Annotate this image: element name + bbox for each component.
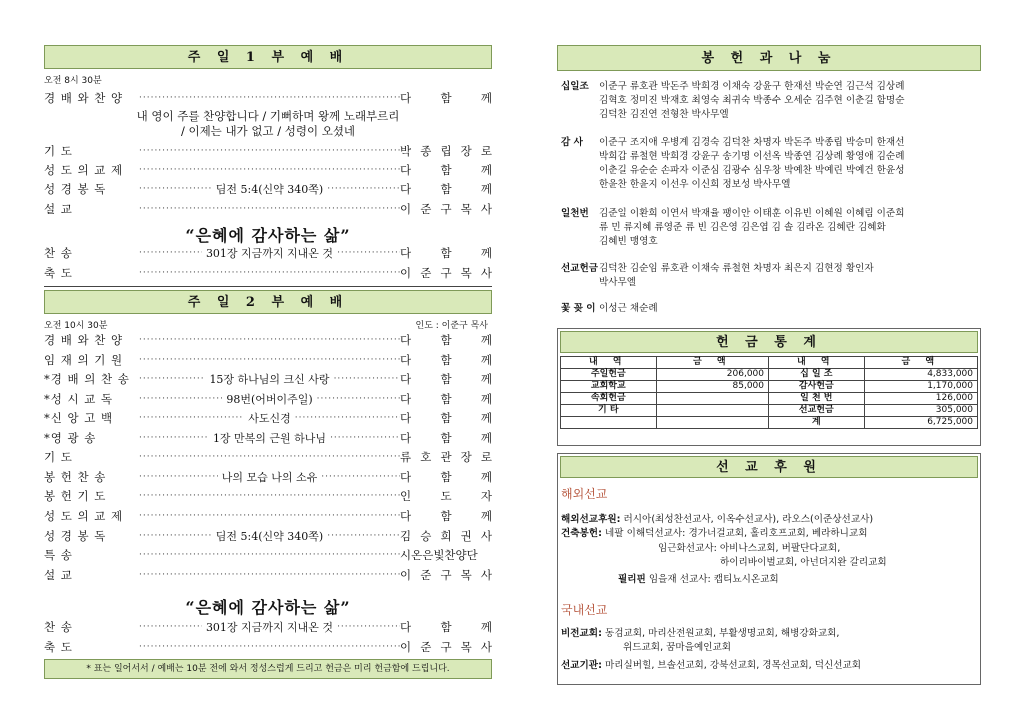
mission-text: 마리실버힐, 브솔선교회, 강북선교회, 경목선교회, 덕신선교회 <box>604 660 862 671</box>
finance-cell: 선교헌금 <box>769 405 865 417</box>
order-person: 다 함 께 <box>400 181 492 196</box>
order-person: 다 함 께 <box>400 469 492 484</box>
order-row <box>44 545 492 564</box>
finance-cell: 감사헌금 <box>769 381 865 393</box>
dot-leader <box>337 248 400 258</box>
mission-header: 선 교 후 원 <box>560 456 978 478</box>
mission-text: 위드교회, 꿈마을예인교회 <box>623 642 732 653</box>
offering-group <box>561 80 979 122</box>
offering-names-line: 한윤찬 한윤지 이선우 이신희 정보성 박사무엘 <box>599 179 791 190</box>
mission-text: 임을재 선교사: 캡티뇨시온교회 <box>648 574 779 585</box>
dot-leader <box>334 374 400 384</box>
service1-hymn-line2: / 이제는 내가 없고 / 성령이 오셨네 <box>180 124 356 138</box>
service1-hymn-line1: 내 영이 주를 찬양합니다 / 기뻐하며 왕께 노래부르리 <box>136 109 400 123</box>
order-leader-line <box>139 491 400 501</box>
order-person: 다 함 께 <box>400 391 492 406</box>
dot-leader <box>139 531 212 541</box>
finance-cell: 일 천 번 <box>769 393 865 405</box>
order-detail: 나의 모습 나의 소유 <box>221 470 318 484</box>
order-label: 찬 송 <box>44 245 73 260</box>
order-label: 봉 헌 기 도 <box>44 488 107 503</box>
order-row <box>44 179 492 198</box>
order-row <box>44 160 492 179</box>
offering-names-line: 류 민 류지혜 류영준 류 빈 김은영 김은엽 김 솔 김라온 김혜란 김혜화 <box>599 222 886 233</box>
order-label: 축 도 <box>44 639 73 654</box>
order-row <box>44 486 492 505</box>
order-person: 다 함 께 <box>400 619 492 634</box>
service1-header: 주 일 1 부 예 배 <box>44 45 492 69</box>
order-label: 설 교 <box>44 201 73 216</box>
dot-leader <box>330 433 400 443</box>
dot-leader <box>139 165 400 175</box>
order-detail: 딤전 5:4(신약 340쪽) <box>215 529 324 543</box>
order-label: 봉 헌 찬 송 <box>44 469 107 484</box>
finance-row <box>561 393 978 405</box>
order-person: 이 준 구 목 사 <box>400 265 492 280</box>
order-person: 이 준 구 목 사 <box>400 639 492 654</box>
mission-line <box>561 527 867 541</box>
order-person: 다 함 께 <box>400 332 492 347</box>
divider <box>44 286 492 287</box>
order-label: 설 교 <box>44 567 73 582</box>
order-row <box>44 369 492 388</box>
offering-type: 선교헌금 <box>561 263 599 274</box>
order-row <box>44 526 492 545</box>
finance-cell: 4,833,000 <box>864 369 977 381</box>
mission-line <box>720 556 887 570</box>
finance-column-header: 내 역 <box>561 357 657 369</box>
order-detail: 15장 하나님의 크신 사랑 <box>209 372 330 386</box>
finance-row <box>561 369 978 381</box>
dot-leader <box>139 642 400 652</box>
order-leader-line <box>139 391 400 407</box>
order-row <box>44 408 492 427</box>
order-leader-line <box>139 181 400 197</box>
offering-names-line: 김덕찬 김순임 류호관 이채숙 류철현 차명자 최은지 김현정 황인자 <box>599 263 874 274</box>
order-person: 다 함 께 <box>400 508 492 523</box>
order-row <box>44 447 492 466</box>
mission-key: 비전교회: <box>561 628 602 639</box>
order-person: 다 함 께 <box>400 90 492 105</box>
order-person: 시온은빛찬양단 <box>400 547 478 562</box>
offering-header: 봉 헌 과 나 눔 <box>557 45 981 71</box>
order-row <box>44 88 492 107</box>
offering-names-line: 이준구 조지애 우병계 김경숙 김덕찬 차명자 박돈주 박종립 박승미 한재선 <box>599 137 905 148</box>
finance-cell: 주일헌금 <box>561 369 657 381</box>
order-label: 찬 송 <box>44 619 73 634</box>
offering-names <box>599 136 979 192</box>
dot-leader <box>295 413 400 423</box>
order-label: 기 도 <box>44 143 73 158</box>
offering-names-line: 김혁호 정미진 박재호 최영숙 최귀숙 박종수 오세순 김주현 이춘길 함명순 <box>599 95 905 106</box>
order-row <box>44 350 492 369</box>
finance-cell <box>656 417 768 429</box>
order-label: 성 도 의 교 제 <box>44 162 124 177</box>
order-leader-line <box>139 550 400 560</box>
mission-line <box>658 542 840 556</box>
finance-cell: 계 <box>769 417 865 429</box>
order-label: 축 도 <box>44 265 73 280</box>
order-label: 경 배 와 찬 양 <box>44 90 124 105</box>
offering-names-line: 이준구 류호관 박돈주 박희경 이채숙 강윤구 한재선 박순연 김근석 김상례 <box>599 81 905 92</box>
order-leader-line <box>139 268 400 278</box>
dot-leader <box>139 433 209 443</box>
offering-names-line: 김혜빈 맹영호 <box>599 236 658 247</box>
order-leader-line <box>139 570 400 580</box>
dot-leader <box>139 622 202 632</box>
order-leader-line <box>139 355 400 365</box>
offering-names-line: 김덕찬 김진연 전형찬 박사무엘 <box>599 109 729 120</box>
order-leader-line <box>139 410 400 426</box>
dot-leader <box>139 394 222 404</box>
order-row <box>44 467 492 486</box>
dot-leader <box>139 452 400 462</box>
order-person: 박 종 립 장 로 <box>400 143 492 158</box>
order-leader-line <box>139 619 400 635</box>
offering-names-line: 이성근 채순례 <box>599 303 658 314</box>
order-leader-line <box>139 335 400 345</box>
order-leader-line <box>139 245 400 261</box>
order-label: 특 송 <box>44 547 73 562</box>
order-leader-line <box>139 204 400 214</box>
dot-leader <box>321 472 400 482</box>
order-detail: 1장 만복의 근원 하나님 <box>212 431 327 445</box>
order-person: 다 함 께 <box>400 245 492 260</box>
order-row <box>44 506 492 525</box>
dot-leader <box>327 184 400 194</box>
finance-cell: 교회학교 <box>561 381 657 393</box>
mission-text: 하이리바이벌교회, 아넌더지완 갈리교회 <box>720 557 887 568</box>
finance-cell: 기 타 <box>561 405 657 417</box>
order-leader-line <box>139 93 400 103</box>
finance-column-header: 금 액 <box>864 357 977 369</box>
finance-cell: 십 일 조 <box>769 369 865 381</box>
order-person: 이 준 구 목 사 <box>400 567 492 582</box>
order-leader-line <box>139 452 400 462</box>
offering-names-line: 박희갑 류철현 박희경 강윤구 송기명 이선옥 박종연 김상례 황영애 김순례 <box>599 151 905 162</box>
order-label: *경 배 의 찬 송 <box>44 371 130 386</box>
order-label: 기 도 <box>44 449 73 464</box>
mission-key: 필리핀 <box>618 574 646 585</box>
finance-cell: 305,000 <box>864 405 977 417</box>
order-detail: 301장 지금까지 지내온 것 <box>205 246 334 260</box>
mission-line <box>561 513 873 527</box>
finance-cell: 속회헌금 <box>561 393 657 405</box>
order-label: 성 경 봉 독 <box>44 528 107 543</box>
order-row <box>44 637 492 656</box>
order-label: *성 시 교 독 <box>44 391 114 406</box>
order-person: 다 함 께 <box>400 352 492 367</box>
mission-text: 러시아(최성찬선교사, 이옥수선교사), 라오스(이준상선교사) <box>623 514 874 525</box>
order-row <box>44 199 492 218</box>
dot-leader <box>139 184 212 194</box>
order-row <box>44 263 492 282</box>
order-row <box>44 389 492 408</box>
dot-leader <box>139 248 202 258</box>
finance-row <box>561 381 978 393</box>
dot-leader <box>337 622 400 632</box>
order-person: 다 함 께 <box>400 410 492 425</box>
finance-cell: 126,000 <box>864 393 977 405</box>
finance-row <box>561 405 978 417</box>
finance-header: 헌 금 통 계 <box>560 331 978 353</box>
service2-leader: 인도 : 이준구 목사 <box>415 321 488 331</box>
offering-names <box>599 207 979 249</box>
dot-leader <box>139 93 400 103</box>
order-person: 다 함 께 <box>400 371 492 386</box>
offering-names-line: 박사무엘 <box>599 277 637 288</box>
dot-leader <box>139 413 244 423</box>
dot-leader <box>139 511 400 521</box>
order-detail: 딤전 5:4(신약 340쪽) <box>215 182 324 196</box>
service2-sermon-title: “은혜에 감사하는 삶” <box>185 598 351 617</box>
offering-type: 십일조 <box>561 81 589 92</box>
order-row <box>44 141 492 160</box>
order-leader-line <box>139 430 400 446</box>
offering-group <box>561 302 979 316</box>
order-row <box>44 330 492 349</box>
finance-table <box>560 356 978 429</box>
offering-group <box>561 207 979 249</box>
dot-leader <box>139 204 400 214</box>
order-leader-line <box>139 642 400 652</box>
mission-text: 동검교회, 마리산전원교회, 부활생명교회, 해병강화교회, <box>604 628 840 639</box>
order-label: 성 경 봉 독 <box>44 181 107 196</box>
overseas-mission-title: 해외선교 <box>561 487 608 501</box>
order-label: *신 앙 고 백 <box>44 410 114 425</box>
offering-type: 감 사 <box>561 137 583 148</box>
finance-cell: 1,170,000 <box>864 381 977 393</box>
offering-type: 일천번 <box>561 208 589 219</box>
finance-cell: 6,725,000 <box>864 417 977 429</box>
order-person: 다 함 께 <box>400 430 492 445</box>
order-person: 김 승 희 권 사 <box>400 528 492 543</box>
order-label: *영 광 송 <box>44 430 97 445</box>
finance-column-header: 금 액 <box>656 357 768 369</box>
dot-leader <box>139 472 218 482</box>
service1-sermon-title: “은혜에 감사하는 삶” <box>185 226 351 245</box>
mission-key: 선교기관: <box>561 660 602 671</box>
dot-leader <box>317 394 400 404</box>
finance-cell <box>656 405 768 417</box>
service1-time: 오전 8시 30분 <box>44 76 102 86</box>
dot-leader <box>139 268 400 278</box>
order-leader-line <box>139 146 400 156</box>
service-note: * 표는 일어서서 / 예배는 10분 전에 와서 정성스럽게 드리고 헌금은 미리 헌금함에 드립니다. <box>44 659 492 679</box>
order-leader-line <box>139 528 400 544</box>
offering-group <box>561 262 979 290</box>
order-row <box>44 565 492 584</box>
offering-group <box>561 136 979 192</box>
dot-leader <box>139 355 400 365</box>
order-leader-line <box>139 469 400 485</box>
order-person: 인 도 자 <box>400 488 492 503</box>
order-person: 다 함 께 <box>400 162 492 177</box>
mission-line <box>561 627 840 641</box>
order-detail: 사도신경 <box>248 411 291 425</box>
order-person: 류 호 관 장 로 <box>400 449 492 464</box>
order-label: 성 도 의 교 제 <box>44 508 124 523</box>
order-row <box>44 428 492 447</box>
offering-type: 꽃 꽂 이 <box>561 303 596 314</box>
order-detail: 301장 지금까지 지내온 것 <box>205 620 334 634</box>
domestic-mission-title: 국내선교 <box>561 603 608 617</box>
service2-time: 오전 10시 30분 <box>44 321 108 331</box>
mission-line <box>623 641 731 655</box>
offering-names <box>599 80 979 122</box>
offering-names <box>599 302 979 316</box>
dot-leader <box>139 374 205 384</box>
mission-key: 해외선교후원: <box>561 514 621 525</box>
order-label: 경 배 와 찬 양 <box>44 332 124 347</box>
offering-names <box>599 262 979 290</box>
order-row <box>44 617 492 636</box>
offering-names-line: 김준일 이환희 이연서 박재율 팽이안 이태훈 이유빈 이혜원 이혜림 이준희 <box>599 208 905 219</box>
order-person: 이 준 구 목 사 <box>400 201 492 216</box>
mission-text: 임근화선교사: 아비나스교회, 버팔단다교회, <box>658 543 841 554</box>
mission-line <box>618 573 779 587</box>
finance-cell <box>561 417 657 429</box>
dot-leader <box>139 146 400 156</box>
offering-names-line: 이춘길 유순순 손파자 이준심 김광수 심우창 박예찬 박예린 박예건 한윤성 <box>599 165 905 176</box>
mission-line <box>561 659 861 673</box>
mission-text: 네팔 이해덕선교사: 경가너걸교회, 홀리호프교회, 베라하니교회 <box>604 528 868 539</box>
order-label: 임 재 의 기 원 <box>44 352 124 367</box>
order-leader-line <box>139 165 400 175</box>
finance-cell <box>656 393 768 405</box>
finance-cell: 206,000 <box>656 369 768 381</box>
dot-leader <box>139 335 400 345</box>
mission-key: 건축봉헌: <box>561 528 602 539</box>
dot-leader <box>139 550 400 560</box>
dot-leader <box>139 570 400 580</box>
order-leader-line <box>139 371 400 387</box>
order-detail: 98번(어버이주일) <box>226 392 313 406</box>
order-leader-line <box>139 511 400 521</box>
service2-header: 주 일 2 부 예 배 <box>44 290 492 314</box>
finance-cell: 85,000 <box>656 381 768 393</box>
finance-column-header: 내 역 <box>769 357 865 369</box>
dot-leader <box>139 491 400 501</box>
finance-row <box>561 417 978 429</box>
dot-leader <box>327 531 400 541</box>
